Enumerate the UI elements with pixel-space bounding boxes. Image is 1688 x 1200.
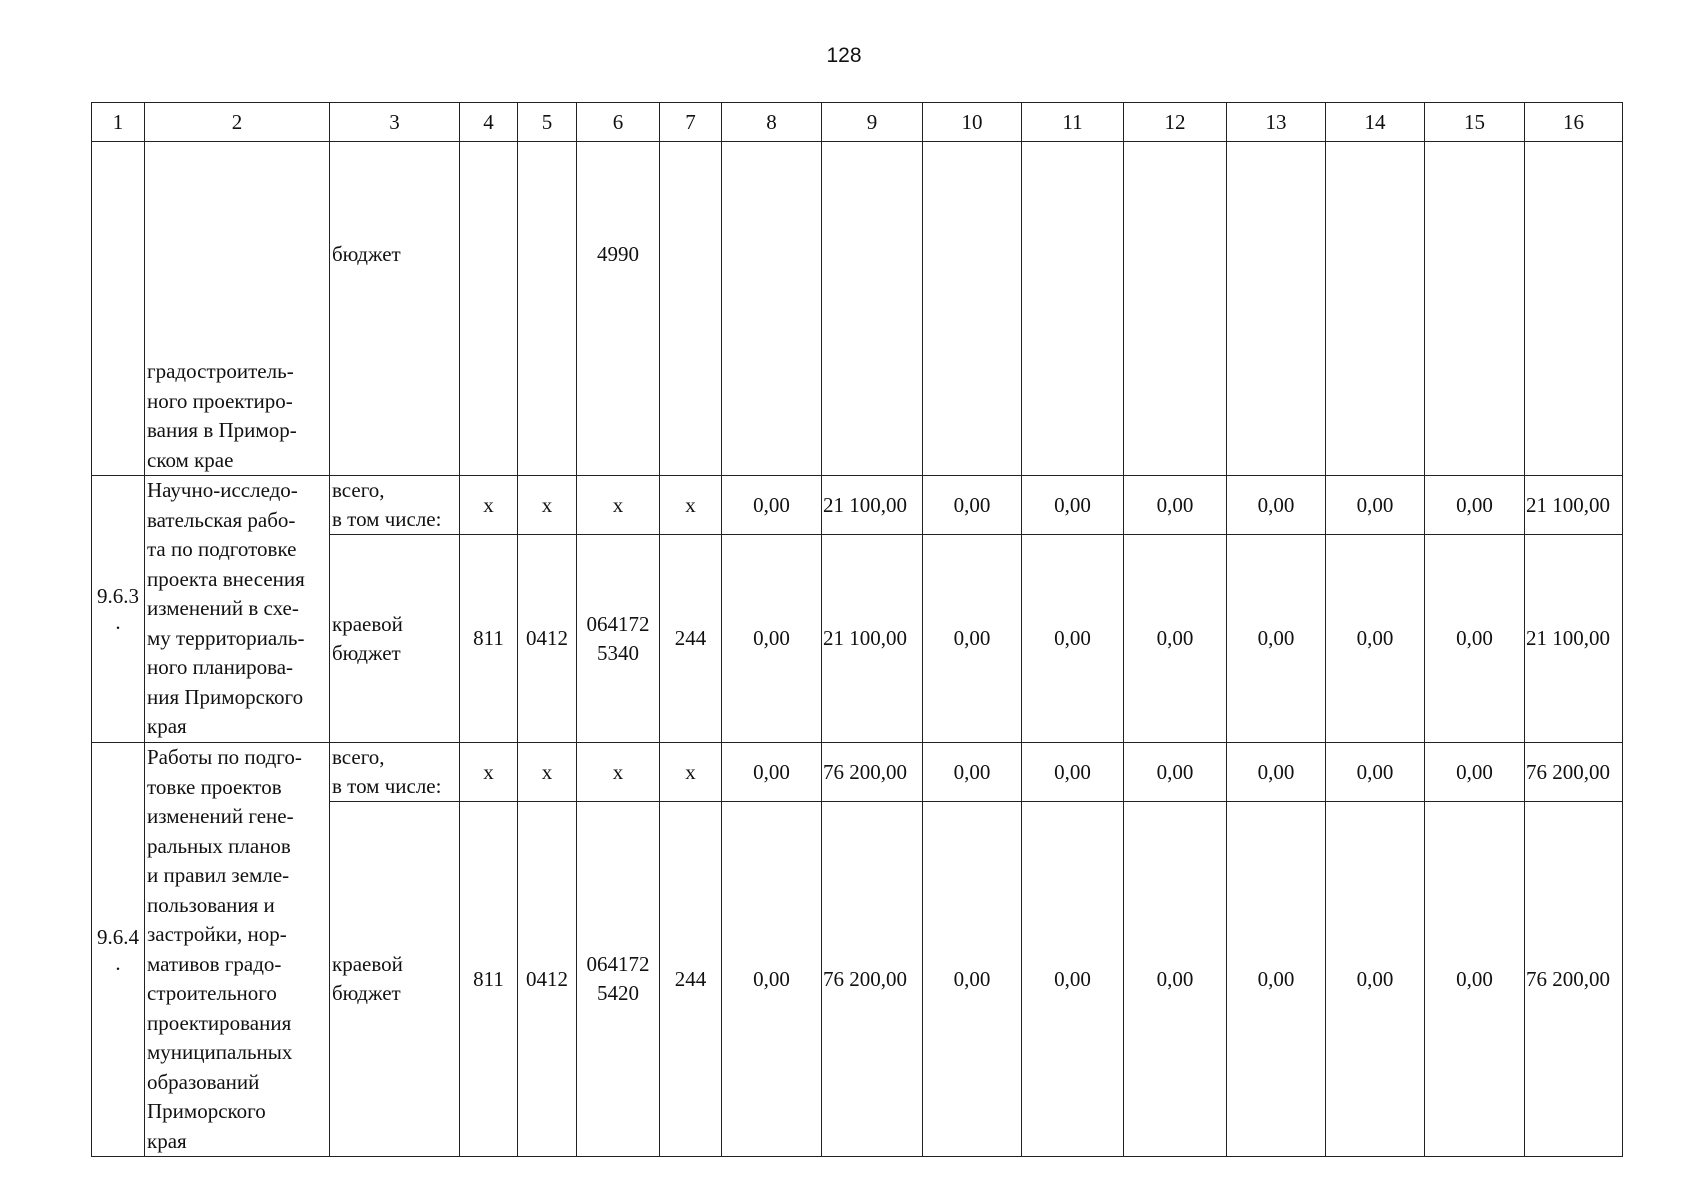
header-cell: 9 bbox=[822, 103, 923, 142]
budget-table bbox=[91, 102, 1623, 1157]
item-index: 9.6.3 . bbox=[92, 476, 145, 743]
amount-cell: 76 200,00 bbox=[1525, 802, 1623, 1157]
amount-cell: 0,00 bbox=[923, 476, 1022, 535]
page-number: 128 bbox=[826, 44, 862, 67]
funding-source: всего, в том числе: bbox=[330, 743, 460, 802]
cell: x bbox=[577, 476, 660, 535]
amount-cell: 0,00 bbox=[1124, 802, 1227, 1157]
cell: x bbox=[518, 476, 577, 535]
amount-cell: 0,00 bbox=[1425, 802, 1525, 1157]
amount-cell: 0,00 bbox=[1022, 743, 1124, 802]
amount-cell: 0,00 bbox=[1227, 743, 1326, 802]
amount-cell: 0,00 bbox=[1124, 476, 1227, 535]
amount-cell: 0,00 bbox=[1326, 802, 1425, 1157]
header-cell: 1 bbox=[92, 103, 145, 142]
cell: 811 bbox=[460, 802, 518, 1157]
header-cell: 3 bbox=[330, 103, 460, 142]
header-cell: 6 bbox=[577, 103, 660, 142]
header-cell: 14 bbox=[1326, 103, 1425, 142]
header-cell: 15 bbox=[1425, 103, 1525, 142]
item-index: 9.6.4 . bbox=[92, 743, 145, 1157]
header-cell: 4 bbox=[460, 103, 518, 142]
amount-cell: 0,00 bbox=[1227, 802, 1326, 1157]
amount-cell: 21 100,00 bbox=[822, 476, 923, 535]
cell bbox=[660, 142, 722, 476]
amount-cell: 0,00 bbox=[923, 535, 1022, 743]
cell bbox=[518, 142, 577, 476]
header-cell: 8 bbox=[722, 103, 822, 142]
amount-cell: 0,00 bbox=[722, 743, 822, 802]
cell bbox=[1525, 142, 1623, 476]
cell: x bbox=[518, 743, 577, 802]
amount-cell: 21 100,00 bbox=[1525, 535, 1623, 743]
cell: x bbox=[460, 476, 518, 535]
table-row bbox=[92, 476, 1623, 535]
amount-cell: 21 100,00 bbox=[1525, 476, 1623, 535]
header-cell: 11 bbox=[1022, 103, 1124, 142]
amount-cell: 76 200,00 bbox=[822, 743, 923, 802]
cell bbox=[460, 142, 518, 476]
cell: x bbox=[660, 476, 722, 535]
table-row bbox=[92, 142, 1623, 476]
amount-cell: 0,00 bbox=[1326, 476, 1425, 535]
amount-cell: 0,00 bbox=[1022, 802, 1124, 1157]
amount-cell: 0,00 bbox=[1124, 743, 1227, 802]
cell: 811 bbox=[460, 535, 518, 743]
cell bbox=[722, 142, 822, 476]
cell: x bbox=[577, 743, 660, 802]
amount-cell: 0,00 bbox=[1227, 535, 1326, 743]
amount-cell: 0,00 bbox=[722, 802, 822, 1157]
header-cell: 16 bbox=[1525, 103, 1623, 142]
amount-cell: 0,00 bbox=[923, 802, 1022, 1157]
cell: x bbox=[460, 743, 518, 802]
cell bbox=[1227, 142, 1326, 476]
amount-cell: 0,00 bbox=[1326, 535, 1425, 743]
cell: x bbox=[660, 743, 722, 802]
amount-cell: 0,00 bbox=[1124, 535, 1227, 743]
item-name: Работы по подго- товке проектов изменений гене- ральных планов и правил земле- пользования и застройки, нор- мативов градо- строительного проектирования муниципальных образований Приморского края bbox=[145, 743, 330, 1157]
header-cell: 10 bbox=[923, 103, 1022, 142]
index-cell bbox=[92, 142, 145, 476]
funding-source: бюджет bbox=[330, 142, 460, 476]
amount-cell: 0,00 bbox=[722, 476, 822, 535]
amount-cell: 0,00 bbox=[1326, 743, 1425, 802]
code-cell: 064172 5420 bbox=[577, 802, 660, 1157]
amount-cell: 0,00 bbox=[1425, 535, 1525, 743]
amount-cell: 0,00 bbox=[923, 743, 1022, 802]
header-cell: 13 bbox=[1227, 103, 1326, 142]
funding-source: краевой бюджет bbox=[330, 535, 460, 743]
item-name: Научно-исследо- вательская рабо- та по подготовке проекта внесения изменений в схе- му территориаль- ного планирова- ния Приморского края bbox=[145, 476, 330, 743]
item-name: градостроитель- ного проектиро- вания в Примор- ском крае bbox=[145, 142, 330, 476]
amount-cell: 76 200,00 bbox=[822, 802, 923, 1157]
cell bbox=[1326, 142, 1425, 476]
cell: 244 bbox=[660, 535, 722, 743]
cell: 0412 bbox=[518, 535, 577, 743]
cell bbox=[1425, 142, 1525, 476]
cell bbox=[1124, 142, 1227, 476]
code-cell: 4990 bbox=[577, 142, 660, 476]
amount-cell: 0,00 bbox=[1227, 476, 1326, 535]
cell: 0412 bbox=[518, 802, 577, 1157]
cell bbox=[923, 142, 1022, 476]
amount-cell: 0,00 bbox=[1022, 535, 1124, 743]
header-cell: 7 bbox=[660, 103, 722, 142]
amount-cell: 0,00 bbox=[1022, 476, 1124, 535]
amount-cell: 21 100,00 bbox=[822, 535, 923, 743]
amount-cell: 76 200,00 bbox=[1525, 743, 1623, 802]
header-cell: 2 bbox=[145, 103, 330, 142]
funding-source: краевой бюджет bbox=[330, 802, 460, 1157]
funding-source: всего, в том числе: bbox=[330, 476, 460, 535]
cell bbox=[1022, 142, 1124, 476]
header-row bbox=[92, 103, 1623, 142]
code-cell: 064172 5340 bbox=[577, 535, 660, 743]
amount-cell: 0,00 bbox=[722, 535, 822, 743]
table-row bbox=[92, 743, 1623, 802]
cell bbox=[822, 142, 923, 476]
header-cell: 12 bbox=[1124, 103, 1227, 142]
amount-cell: 0,00 bbox=[1425, 476, 1525, 535]
amount-cell: 0,00 bbox=[1425, 743, 1525, 802]
cell: 244 bbox=[660, 802, 722, 1157]
header-cell: 5 bbox=[518, 103, 577, 142]
